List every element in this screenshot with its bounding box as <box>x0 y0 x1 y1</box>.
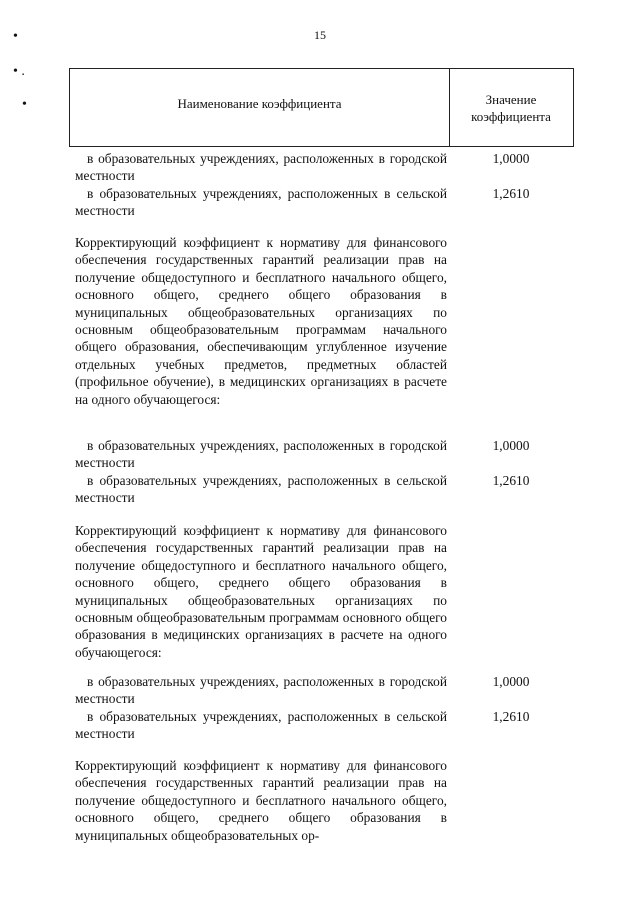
row-rural-text: в образовательных учреждениях, расположенных в сельской местности <box>75 709 447 742</box>
row-rural-value: 1,2610 <box>492 186 530 201</box>
row-rural-text: в образовательных учреждениях, расположенных в сельской местности <box>75 473 447 506</box>
row-rural-value: 1,2610 <box>492 473 530 488</box>
row-urban-text: в образовательных учреждениях, расположенных в городской местности <box>75 674 447 707</box>
page-number: 15 <box>314 28 326 42</box>
row-rural-text: в образовательных учреждениях, расположенных в сельской местности <box>75 186 447 219</box>
row-urban-value: 1,0000 <box>492 438 530 453</box>
coefficient-paragraph: Корректирующий коэффициент к нормативу для финансового обеспечения государственных гарантий реализации прав на получение общедоступного и бесплатного начального общего, основного общего, среднего общего образования в муниципальных общеобразовательных ор- <box>75 758 447 843</box>
table-header-bottom-rule <box>69 146 574 147</box>
row-urban-value: 1,0000 <box>492 151 530 166</box>
row-urban-value: 1,0000 <box>492 674 530 689</box>
coefficient-paragraph: Корректирующий коэффициент к нормативу для финансового обеспечения государственных гарантий реализации прав на получение общедоступного и бесплатного начального общего, основного общего, среднего общего образования в муниципальных общеобразовательных организациях по основным общеобразовательным программам основного общего образования в медицинских организациях в расчете на одного обучающегося: <box>75 523 447 660</box>
scan-mark: • <box>22 97 27 112</box>
scan-mark: • . <box>13 64 25 79</box>
scan-mark: • <box>13 29 18 44</box>
row-urban-text: в образовательных учреждениях, расположенных в городской местности <box>75 438 447 471</box>
coefficient-paragraph: Корректирующий коэффициент к нормативу для финансового обеспечения государственных гарантий реализации прав на получение общедоступного и бесплатного начального общего, основного общего, среднего общего образования в муниципальных общеобразовательных организациях по основным общеобразовательным программам начального общего образования, обеспечивающим углубленное изучение отдельных учебных предметов, предметных областей (профильное обучение), в медицинских организациях в расчете на одного обучающегося: <box>75 235 447 407</box>
row-rural-value: 1,2610 <box>492 709 530 724</box>
row-urban-text: в образовательных учреждениях, расположенных в городской местности <box>75 151 447 184</box>
header-coefficient-value: Значение коэффициента <box>471 92 551 124</box>
header-coefficient-name: Наименование коэффициента <box>177 96 342 111</box>
